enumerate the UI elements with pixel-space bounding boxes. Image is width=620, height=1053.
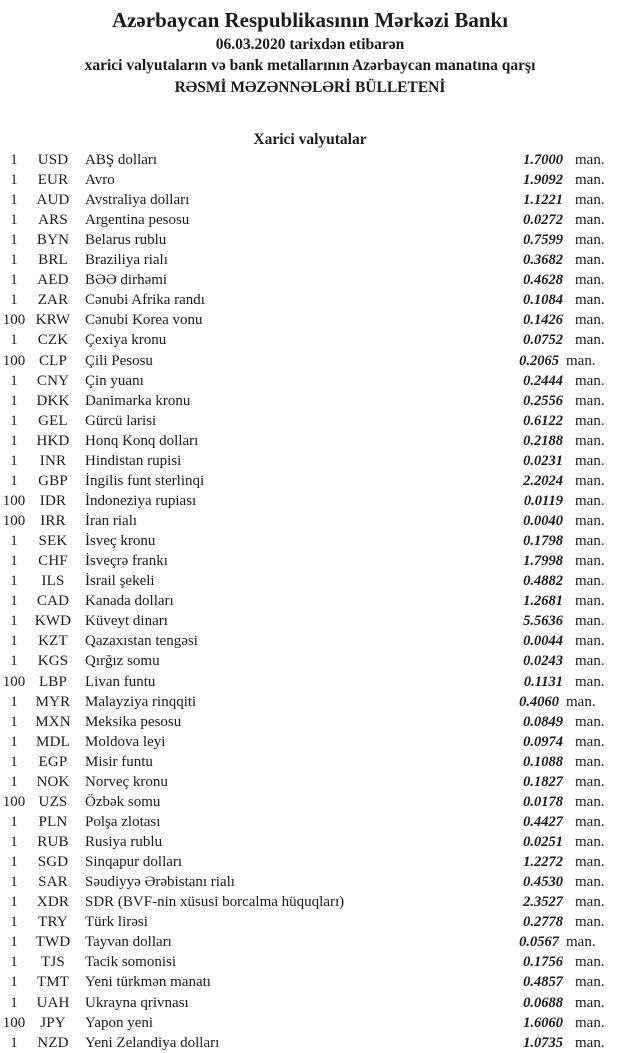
currency-row [0,190,620,210]
unit-label: man. [566,934,596,951]
exchange-rate: 0.2778 [523,914,563,931]
currency-code: KWD [34,613,72,630]
currency-code: LBP [38,673,68,690]
currency-row [0,330,620,350]
quantity: 1 [10,573,18,590]
exchange-rate: 0.4060 [519,693,559,710]
currency-code: UZS [38,793,68,810]
unit-label: man. [575,613,605,630]
exchange-rate: 0.1084 [523,292,563,309]
exchange-rate: 0.0040 [523,513,563,530]
quantity: 1 [10,192,18,209]
currency-code: PLN [38,813,68,830]
currency-name: Argentina pesosu [85,212,190,229]
quantity: 1 [10,292,18,309]
quantity: 1 [10,452,18,469]
unit-label: man. [575,593,605,610]
exchange-rate: 0.0231 [523,452,563,469]
effective-date-line: 06.03.2020 tarixdən etibarən [215,36,405,53]
currency-code: AUD [36,192,70,209]
exchange-rate: 1.7998 [523,553,563,570]
exchange-rate: 0.0974 [523,733,563,750]
currency-name: Çili Pesosu [85,352,153,369]
currency-code: INR [39,452,67,469]
currency-row [0,812,620,832]
exchange-rate: 0.0119 [523,492,563,509]
currency-name: Hindistan rupisi [85,452,182,469]
unit-label: man. [575,332,605,349]
quantity: 1 [10,171,18,188]
quantity: 1 [10,593,18,610]
quantity: 100 [2,352,26,369]
exchange-rate: 1.1221 [523,192,563,209]
currency-code: MXN [35,713,71,730]
currency-name: SDR (BVF-nin xüsusi borcalma hüquqları) [85,894,345,911]
currency-row [0,932,620,952]
exchange-rate: 5.5636 [523,613,563,630]
unit-label: man. [575,914,605,931]
unit-label: man. [575,733,605,750]
unit-label: man. [575,452,605,469]
currency-code: HKD [36,432,70,449]
currency-row [0,892,620,912]
currency-row [0,872,620,892]
currency-name: Türk lirəsi [85,914,148,931]
quantity: 100 [2,673,26,690]
quantity: 1 [10,533,18,550]
currency-row [0,551,620,571]
currency-name: Norveç kronu [85,773,168,790]
currency-name: Honq Konq dolları [85,432,199,449]
exchange-rate: 0.0272 [523,212,563,229]
unit-label: man. [575,252,605,269]
currency-name: Gürcü larisi [85,412,157,429]
currency-name: İran rialı [85,513,138,530]
currency-row [0,270,620,290]
currency-row [0,210,620,230]
quantity: 1 [10,713,18,730]
currency-row [0,752,620,772]
exchange-rate: 1.9092 [523,171,563,188]
currency-row [0,912,620,932]
unit-label: man. [575,292,605,309]
quantity: 1 [10,332,18,349]
currency-code: NZD [37,1034,69,1051]
unit-label: man. [575,533,605,550]
exchange-rate: 0.1756 [523,954,563,971]
unit-label: man. [575,272,605,289]
currency-row [0,591,620,611]
currency-row [0,792,620,812]
currency-code: CLP [38,352,68,369]
exchange-rate: 2.3527 [523,894,563,911]
quantity: 1 [10,834,18,851]
currency-rate-table [0,150,620,1053]
unit-label: man. [575,192,605,209]
quantity: 1 [10,874,18,891]
currency-name: İngilis funt sterlinqi [85,472,205,489]
currency-code: NOK [36,773,70,790]
currency-name: Avro [85,171,115,188]
unit-label: man. [575,492,605,509]
quantity: 1 [10,653,18,670]
currency-code: DKK [36,392,70,409]
unit-label: man. [575,874,605,891]
currency-name: Cənubi Afrika randı [85,292,205,309]
exchange-rate: 0.4857 [523,974,563,991]
exchange-rate: 0.0752 [523,332,563,349]
exchange-rate: 0.2556 [523,392,563,409]
currency-row [0,511,620,531]
quantity: 1 [10,392,18,409]
exchange-rate: 0.0044 [523,633,563,650]
exchange-rate: 1.2272 [523,854,563,871]
currency-name: Ukrayna qrivnası [85,994,189,1011]
currency-name: İsrail şekeli [85,573,155,590]
currency-code: TMT [36,974,70,991]
currency-row [0,972,620,992]
exchange-rate: 0.2444 [523,372,563,389]
currency-row [0,993,620,1013]
exchange-rate: 0.0688 [523,994,563,1011]
currency-code: CNY [36,372,70,389]
unit-label: man. [566,693,596,710]
currency-code: TJS [41,954,65,971]
currency-name: Moldova leyi [85,733,166,750]
exchange-rate: 1.2681 [523,593,563,610]
quantity: 1 [10,914,18,931]
currency-code: MDL [36,733,70,750]
currency-name: Braziliya rialı [85,252,168,269]
quantity: 1 [10,1034,18,1051]
quantity: 1 [10,212,18,229]
unit-label: man. [575,573,605,590]
quantity: 1 [10,553,18,570]
exchange-rate: 0.4628 [523,272,563,289]
currency-name: Polşa zlotası [85,813,161,830]
currency-code: SEK [38,533,68,550]
currency-name: Küveyt dinarı [85,613,168,630]
currency-code: GEL [38,412,68,429]
currency-name: Yapon yeni [85,1014,154,1031]
currency-name: Yeni Zelandiya dolları [85,1034,220,1051]
exchange-rate: 1.7000 [523,151,563,168]
currency-code: BYN [36,232,70,249]
quantity: 1 [10,994,18,1011]
exchange-rate: 0.4530 [523,874,563,891]
unit-label: man. [575,813,605,830]
currency-name: İndoneziya rupiası [85,492,197,509]
exchange-rate: 0.1827 [523,773,563,790]
unit-label: man. [575,1014,605,1031]
currency-code: EGP [38,753,68,770]
unit-label: man. [575,1034,605,1051]
currency-code: ARS [38,212,68,229]
quantity: 1 [10,252,18,269]
currency-code: MYR [35,693,71,710]
currency-row [0,371,620,391]
unit-label: man. [575,151,605,168]
currency-name: Özbək somu [85,793,161,810]
currency-name: Avstraliya dolları [85,192,190,209]
currency-row [0,531,620,551]
currency-code: KGS [37,653,69,670]
bulletin-subtitle: xarici valyutaların və bank metallarının Azərbaycan manatına qarşı [84,57,536,75]
currency-row [0,170,620,190]
currency-row [0,491,620,511]
exchange-rate: 0.0251 [523,834,563,851]
currency-code: EUR [37,171,69,188]
quantity: 1 [10,232,18,249]
currency-code: TRY [38,914,68,931]
currency-code: AED [37,272,69,289]
currency-name: İsveç kronu [85,533,156,550]
unit-label: man. [575,372,605,389]
currency-code: ZAR [37,292,69,309]
quantity: 1 [10,773,18,790]
exchange-rate: 0.2065 [519,352,559,369]
quantity: 100 [2,312,26,329]
bank-title: Azərbaycan Respublikasının Mərkəzi Bankı [111,8,509,32]
currency-name: Tayvan dolları [85,934,172,951]
currency-name: Qırğız somu [85,653,160,670]
currency-row [0,611,620,631]
bulletin-title: RƏSMİ MƏZƏNNƏLƏRİ BÜLLETENİ [174,78,446,96]
currency-name: Sinqapur dolları [85,854,183,871]
currency-name: Səudiyyə Ərəbistanı rialı [85,874,235,891]
exchange-rate: 0.1088 [523,753,563,770]
quantity: 1 [10,472,18,489]
currency-name: Rusiya rublu [85,834,163,851]
currency-name: Meksika pesosu [85,713,182,730]
unit-label: man. [575,773,605,790]
currency-code: SGD [37,854,69,871]
currency-name: ABŞ dolları [85,151,158,168]
currency-name: Çexiya kronu [85,332,167,349]
exchange-rate: 0.0567 [519,934,559,951]
currency-row [0,411,620,431]
unit-label: man. [575,954,605,971]
quantity: 1 [10,753,18,770]
currency-name: Misir funtu [85,753,153,770]
quantity: 1 [10,974,18,991]
currency-name: Tacik somonisi [85,954,177,971]
currency-row [0,1033,620,1053]
quantity: 100 [2,1014,26,1031]
currency-row [0,431,620,451]
quantity: 1 [10,894,18,911]
currency-code: TWD [35,934,71,951]
currency-row [0,230,620,250]
exchange-rate: 2.2024 [523,472,563,489]
currency-code: XDR [36,894,70,911]
exchange-rate: 0.3682 [523,252,563,269]
exchange-rate: 0.0243 [523,653,563,670]
quantity: 1 [10,151,18,168]
quantity: 1 [10,954,18,971]
currency-row [0,852,620,872]
quantity: 100 [2,793,26,810]
currency-row [0,832,620,852]
exchange-rate: 0.1798 [523,533,563,550]
unit-label: man. [575,513,605,530]
unit-label: man. [575,793,605,810]
exchange-rate: 0.6122 [523,412,563,429]
quantity: 1 [10,934,18,951]
exchange-rate: 0.4882 [523,573,563,590]
unit-label: man. [575,894,605,911]
unit-label: man. [575,713,605,730]
currency-code: BRL [38,252,68,269]
currency-row [0,351,620,371]
currency-row [0,290,620,310]
unit-label: man. [575,673,605,690]
unit-label: man. [575,633,605,650]
exchange-rate: 0.0178 [523,793,563,810]
currency-row [0,772,620,792]
exchange-rate: 1.0735 [523,1034,563,1051]
unit-label: man. [575,432,605,449]
exchange-rate: 0.0849 [523,713,563,730]
quantity: 1 [10,613,18,630]
currency-name: Yeni türkmən manatı [85,974,211,991]
quantity: 1 [10,733,18,750]
unit-label: man. [575,171,605,188]
exchange-rate: 0.7599 [523,232,563,249]
quantity: 1 [10,813,18,830]
currency-code: USD [37,151,69,168]
currency-row [0,571,620,591]
currency-code: ILS [41,573,65,590]
currency-code: CHF [38,553,68,570]
currency-name: Çin yuanı [85,372,144,389]
currency-row [0,732,620,752]
currency-name: BƏƏ dirhəmi [85,272,168,289]
currency-row [0,150,620,170]
currency-code: JPY [40,1014,66,1031]
quantity: 100 [2,513,26,530]
unit-label: man. [575,212,605,229]
section-title-foreign-currencies: Xarici valyutalar [253,130,367,148]
currency-name: İsveçrə frankı [85,553,168,570]
unit-label: man. [575,974,605,991]
currency-row [0,651,620,671]
currency-row [0,471,620,491]
currency-code: UAH [36,994,70,1011]
currency-row [0,391,620,411]
quantity: 1 [10,432,18,449]
exchange-rate: 0.1426 [523,312,563,329]
currency-name: Cənubi Korea vonu [85,312,203,329]
currency-code: KZT [38,633,68,650]
unit-label: man. [575,232,605,249]
quantity: 1 [10,633,18,650]
quantity: 100 [2,492,26,509]
quantity: 1 [10,854,18,871]
currency-code: RUB [37,834,69,851]
currency-name: Livan funtu [85,673,156,690]
currency-row [0,692,620,712]
currency-code: CZK [37,332,69,349]
currency-code: IRR [40,513,66,530]
unit-label: man. [575,834,605,851]
quantity: 1 [10,372,18,389]
currency-row [0,631,620,651]
exchange-rate: 1.6060 [523,1014,563,1031]
unit-label: man. [575,312,605,329]
currency-code: IDR [39,492,67,509]
currency-name: Malayziya rinqqiti [85,693,197,710]
currency-code: KRW [35,312,71,329]
unit-label: man. [575,854,605,871]
unit-label: man. [575,472,605,489]
currency-code: SAR [38,874,68,891]
unit-label: man. [575,392,605,409]
currency-row [0,310,620,330]
currency-name: Danimarka kronu [85,392,191,409]
currency-code: GBP [38,472,68,489]
unit-label: man. [566,352,596,369]
currency-row [0,672,620,692]
exchange-rate: 0.2188 [523,432,563,449]
exchange-rate: 0.4427 [523,813,563,830]
exchange-rate: 0.1131 [523,673,563,690]
currency-row [0,451,620,471]
currency-name: Kanada dolları [85,593,174,610]
currency-name: Qazaxıstan tengəsi [85,633,198,650]
currency-row [0,1013,620,1033]
currency-row [0,712,620,732]
unit-label: man. [575,653,605,670]
unit-label: man. [575,753,605,770]
quantity: 1 [10,693,18,710]
currency-code: CAD [36,593,70,610]
quantity: 1 [10,412,18,429]
unit-label: man. [575,412,605,429]
currency-name: Belarus rublu [85,232,167,249]
unit-label: man. [575,994,605,1011]
quantity: 1 [10,272,18,289]
currency-row [0,952,620,972]
currency-row [0,250,620,270]
unit-label: man. [575,553,605,570]
